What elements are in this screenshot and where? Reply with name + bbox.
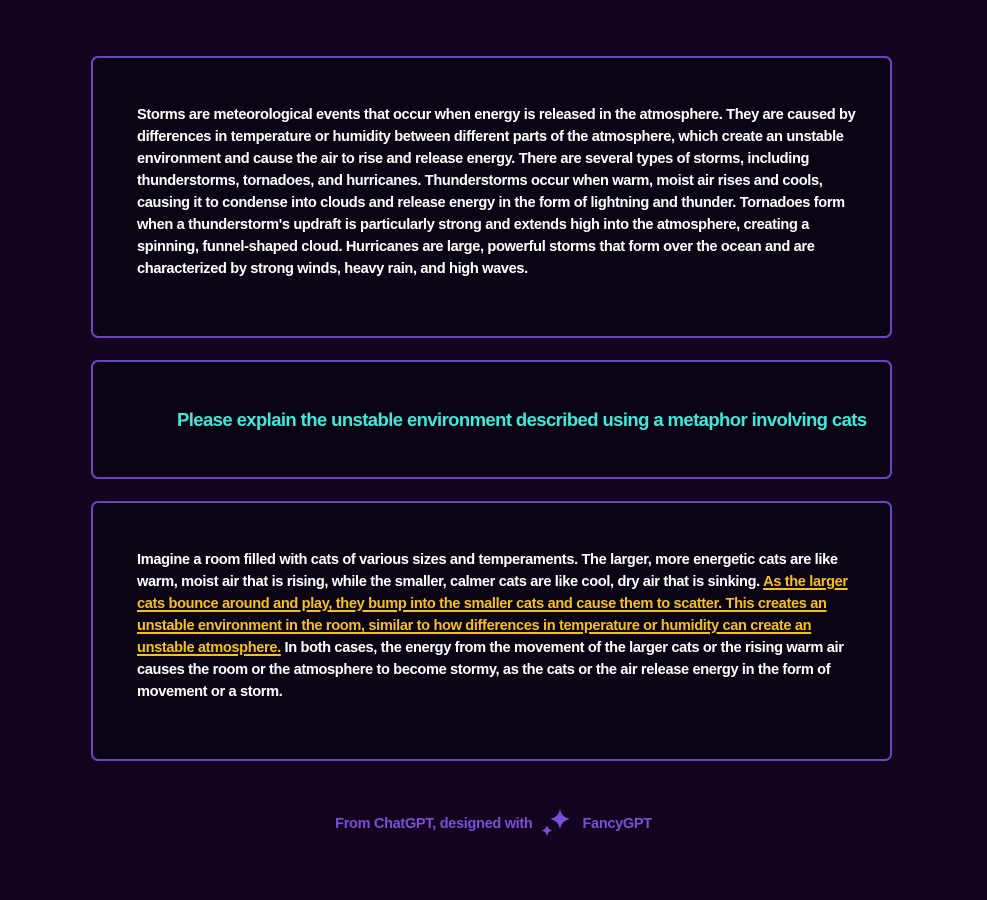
context-text: Storms are meteorological events that occur when energy is released in the atmosphere. They are caused by differences in temperature or humidity between different parts of the atmosphere, which create an unstable environment and cause the air to rise and release energy. There are several types of storms, including thunderstorms, tornadoes, and hurricanes. Thunderstorms occur when warm, moist air rises and cools, causing it to condense into clouds and release energy in the form of lightning and thunder. Tornadoes form when a thunderstorm's updraft is particularly strong and extends high into the atmosphere, creating a spinning, funnel-shaped cloud. Hurricanes are large, powerful storms that form over the ocean and are characterized by strong winds, heavy rain, and high waves. [137, 107, 856, 277]
prompt-card [91, 360, 892, 479]
footer-brand[interactable]: FancyGPT [582, 816, 652, 832]
footer [0, 808, 987, 840]
answer-text [137, 549, 859, 703]
sparkle-icon [539, 808, 573, 840]
answer-highlight: As the larger cats bounce around and play, they bump into the smaller cats and cause them to scatter. This creates an unstable environment in the room, similar to how differences in temperature or humidity can create an unstable atmosphere. [137, 574, 848, 656]
footer-prefix: From ChatGPT, designed with [335, 816, 533, 832]
context-card [91, 56, 892, 338]
prompt-text: Please explain the unstable environment described using a metaphor involving cats [177, 409, 867, 430]
answer-text-before: Imagine a room filled with cats of various sizes and temperaments. The larger, more energetic cats are like warm, moist air that is rising, while the smaller, calmer cats are like cool, dry air that is sinking. [137, 552, 838, 590]
answer-text-after: In both cases, the energy from the movement of the larger cats or the rising warm air causes the room or the atmosphere to become stormy, as the cats or the air release energy in the form of movement or a storm. [137, 640, 844, 700]
answer-card [91, 501, 892, 761]
